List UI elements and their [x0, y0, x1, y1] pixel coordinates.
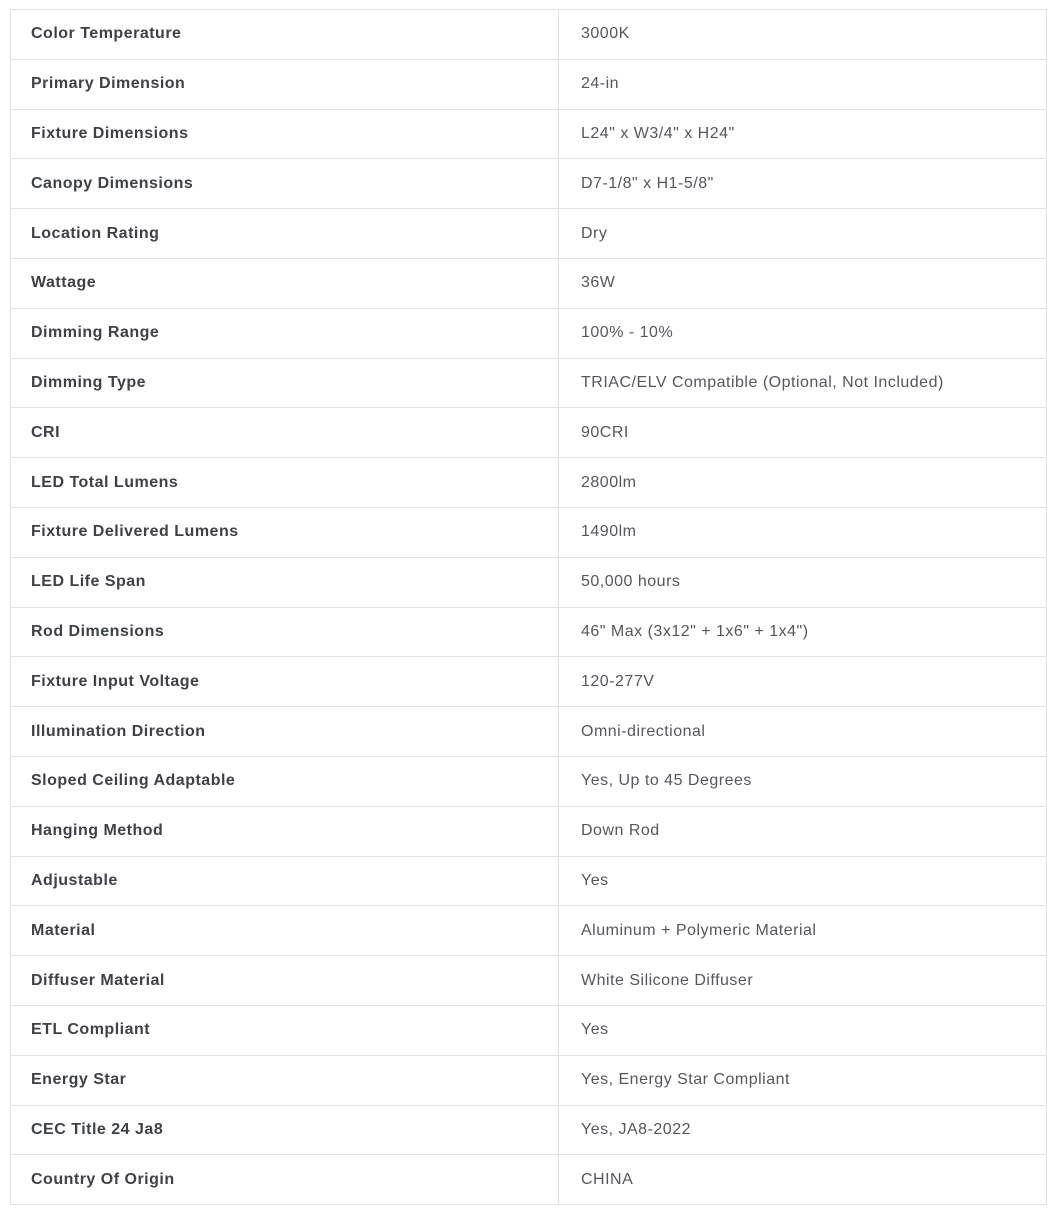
spec-label: Fixture Dimensions: [11, 109, 559, 159]
spec-table-row: [11, 507, 1047, 557]
spec-label: Dimming Type: [11, 358, 559, 408]
spec-label: Diffuser Material: [11, 956, 559, 1006]
spec-label: LED Total Lumens: [11, 458, 559, 508]
spec-table-row: [11, 1005, 1047, 1055]
specifications-table: [10, 9, 1047, 1205]
product-specifications-section: [10, 9, 1047, 1205]
spec-value: White Silicone Diffuser: [559, 956, 1047, 1006]
spec-label: Fixture Delivered Lumens: [11, 507, 559, 557]
spec-label: Color Temperature: [11, 10, 559, 60]
spec-value: 50,000 hours: [559, 557, 1047, 607]
spec-value: 46" Max (3x12" + 1x6" + 1x4"): [559, 607, 1047, 657]
spec-table-row: [11, 856, 1047, 906]
spec-value: CHINA: [559, 1155, 1047, 1205]
spec-table-row: [11, 607, 1047, 657]
spec-table-row: [11, 956, 1047, 1006]
spec-value: 3000K: [559, 10, 1047, 60]
spec-value: 120-277V: [559, 657, 1047, 707]
spec-table-row: [11, 159, 1047, 209]
spec-label: Wattage: [11, 258, 559, 308]
spec-table-row: [11, 906, 1047, 956]
spec-label: Dimming Range: [11, 308, 559, 358]
spec-value: Yes, Energy Star Compliant: [559, 1055, 1047, 1105]
spec-value: 2800lm: [559, 458, 1047, 508]
spec-value: L24" x W3/4" x H24": [559, 109, 1047, 159]
spec-label: Primary Dimension: [11, 59, 559, 109]
spec-label: ETL Compliant: [11, 1005, 559, 1055]
spec-value: D7-1/8" x H1-5/8": [559, 159, 1047, 209]
spec-value: 100% - 10%: [559, 308, 1047, 358]
spec-table-row: [11, 657, 1047, 707]
spec-table-row: [11, 458, 1047, 508]
spec-table-row: [11, 707, 1047, 757]
spec-value: Yes: [559, 1005, 1047, 1055]
spec-label: Rod Dimensions: [11, 607, 559, 657]
spec-table-body: [11, 10, 1047, 1205]
spec-label: Energy Star: [11, 1055, 559, 1105]
spec-value: 1490lm: [559, 507, 1047, 557]
spec-value: Omni-directional: [559, 707, 1047, 757]
spec-table-row: [11, 1105, 1047, 1155]
spec-table-row: [11, 1155, 1047, 1205]
spec-table-row: [11, 109, 1047, 159]
spec-table-row: [11, 358, 1047, 408]
spec-table-row: [11, 806, 1047, 856]
spec-label: LED Life Span: [11, 557, 559, 607]
spec-value: 90CRI: [559, 408, 1047, 458]
spec-table-row: [11, 408, 1047, 458]
spec-value: Down Rod: [559, 806, 1047, 856]
spec-table-row: [11, 308, 1047, 358]
spec-label: Location Rating: [11, 209, 559, 259]
spec-table-row: [11, 59, 1047, 109]
spec-table-row: [11, 1055, 1047, 1105]
spec-table-row: [11, 258, 1047, 308]
spec-value: Dry: [559, 209, 1047, 259]
spec-table-row: [11, 756, 1047, 806]
spec-label: Hanging Method: [11, 806, 559, 856]
spec-label: CEC Title 24 Ja8: [11, 1105, 559, 1155]
spec-label: CRI: [11, 408, 559, 458]
spec-label: Material: [11, 906, 559, 956]
spec-table-row: [11, 557, 1047, 607]
spec-value: Yes, JA8-2022: [559, 1105, 1047, 1155]
spec-value: 24-in: [559, 59, 1047, 109]
spec-label: Adjustable: [11, 856, 559, 906]
spec-label: Sloped Ceiling Adaptable: [11, 756, 559, 806]
spec-label: Canopy Dimensions: [11, 159, 559, 209]
spec-value: Yes: [559, 856, 1047, 906]
spec-label: Fixture Input Voltage: [11, 657, 559, 707]
spec-label: Illumination Direction: [11, 707, 559, 757]
spec-value: 36W: [559, 258, 1047, 308]
spec-table-row: [11, 209, 1047, 259]
spec-label: Country Of Origin: [11, 1155, 559, 1205]
spec-value: TRIAC/ELV Compatible (Optional, Not Included): [559, 358, 1047, 408]
spec-value: Yes, Up to 45 Degrees: [559, 756, 1047, 806]
spec-value: Aluminum + Polymeric Material: [559, 906, 1047, 956]
spec-table-row: [11, 10, 1047, 60]
